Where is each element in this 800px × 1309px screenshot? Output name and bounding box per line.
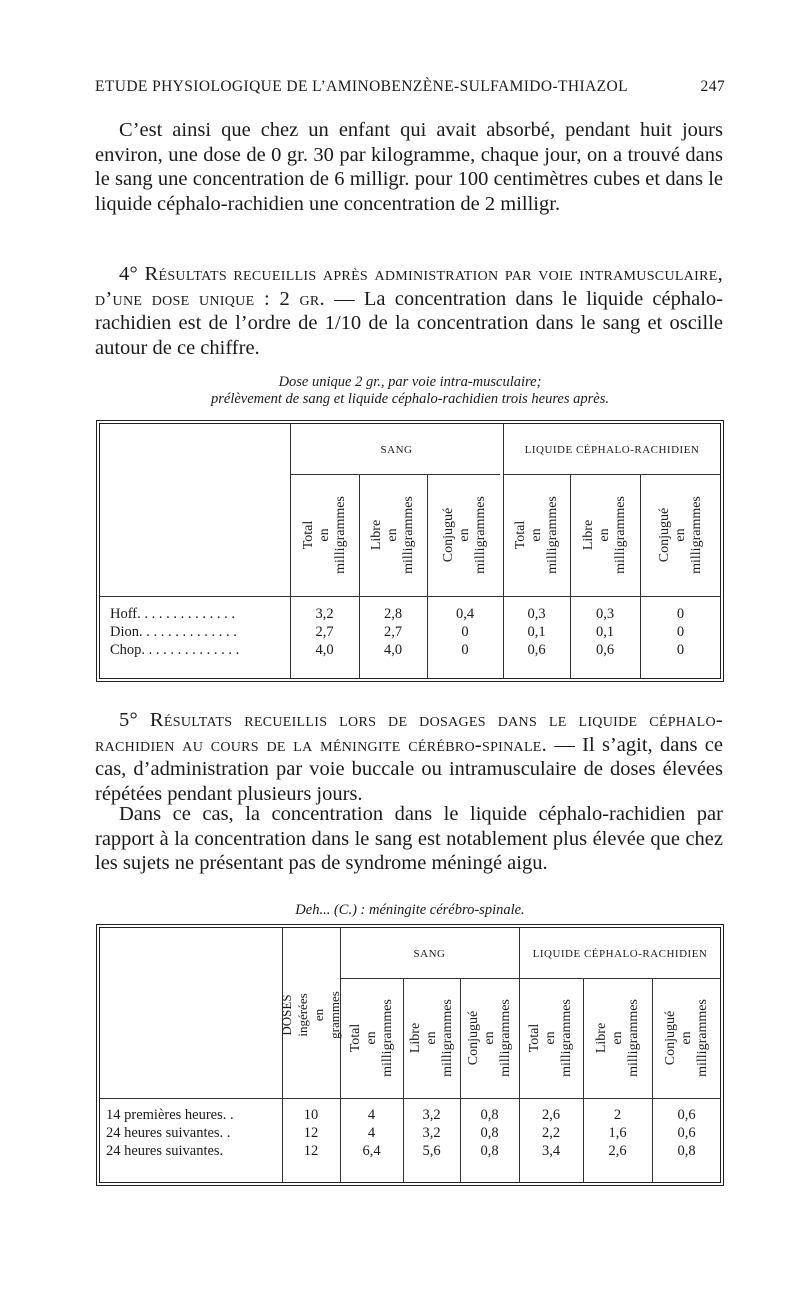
table-row [100, 1142, 721, 1160]
table-cell: 1,6 [608, 1125, 627, 1141]
table-row [100, 1106, 721, 1124]
table-2-col-header: Libre en milligrammes [593, 999, 641, 1077]
table-cell: 0,8 [480, 1143, 499, 1159]
table-cell: 4,0 [383, 642, 403, 658]
table-cell: 2 [613, 1107, 622, 1123]
table-1-group-liquide: LIQUIDE CÉPHALO-RACHIDIEN [524, 444, 700, 456]
table-cell: 0 [676, 624, 685, 640]
section-4 [95, 262, 723, 360]
table-1-caption [95, 374, 725, 408]
table-cell: 0,6 [677, 1125, 696, 1141]
table-cell: 4 [367, 1107, 376, 1123]
section-4-text: — La concentration dans le liquide céphalo-rachidien est de l’ordre de 1/10 de la concentration dans le sang et oscille autour de ce chiffre. [95, 287, 724, 359]
table-cell: 0 [461, 642, 469, 658]
table-cell: 0,6 [527, 642, 546, 658]
table-2 [96, 924, 724, 1186]
table-cell: 0,4 [455, 606, 475, 622]
table-cell: 2,6 [541, 1107, 561, 1123]
table-row [100, 623, 721, 641]
table-1-col-header: Libre en milligrammes [369, 496, 417, 574]
table-2-caption: Deh... (C.) : méningite cérébro-spinale. [295, 902, 525, 918]
table-cell: 2,7 [315, 624, 334, 640]
table-cell: 2,8 [383, 606, 403, 622]
table-cell: 4 [367, 1125, 376, 1141]
section-5-text: — Il s’agit, dans ce cas, d’administration par voie buccale ou intramusculaire de doses élevées répétées pendant plusieurs jours. [95, 733, 724, 805]
paragraph-intro: C’est ainsi que chez un enfant qui avait absorbé, pendant huit jours environ, une dose de 0 gr. 30 par kilogramme, chaque jour, on a trouvé dans le sang une concentration de 6 milligr. pour 100 centimètres cubes et dans le liquide céphalo-rachidien une concentration de 2 milligr. [95, 119, 723, 215]
section-4-heading: 4° Résultats recueillis après administration par voie intramusculaire, d’une dose unique : 2 gr. [95, 263, 723, 310]
table-cell: 0,6 [677, 1107, 696, 1123]
table-cell: 0,3 [527, 606, 546, 622]
running-title: ETUDE PHYSIOLOGIQUE DE L’AMINOBENZÈNE-SULFAMIDO-THIAZOL [95, 78, 629, 95]
table-1-col-header: Total en milligrammes [300, 496, 348, 574]
table-cell: 10 [303, 1107, 319, 1123]
table-cell: 2,2 [541, 1125, 561, 1141]
table-cell: 12 [303, 1143, 319, 1159]
table-cell: 3,2 [315, 606, 334, 622]
table-1 [96, 420, 724, 682]
table-1-col-header: Total en milligrammes [512, 496, 560, 574]
table-cell: 3,2 [422, 1125, 441, 1141]
table-cell: 3,2 [422, 1107, 441, 1123]
table-cell: 0,3 [595, 606, 615, 622]
running-header [95, 78, 725, 96]
row-label: Chop. . . . . . . . . . . . . . [110, 642, 240, 658]
table-2-col-header: Total en milligrammes [527, 999, 575, 1077]
table-cell: 0,6 [595, 642, 615, 658]
table-2-dose-header: DOSES ingérées en grammes [279, 991, 342, 1039]
table-cell: 0,8 [677, 1143, 696, 1159]
section-5-heading: 5° Résultats recueillis lors de dosages dans le liquide céphalo-rachidien au cours de la méningite cérébro-spinale. [95, 709, 723, 756]
table-cell: 5,6 [422, 1143, 441, 1159]
table-2-group-liquide: LIQUIDE CÉPHALO-RACHIDIEN [532, 948, 708, 960]
table-2-col-header: Libre en milligrammes [407, 999, 455, 1077]
row-label: 24 heures suivantes. [106, 1143, 224, 1159]
table-cell: 0,1 [527, 624, 546, 640]
table-cell: 0,8 [480, 1125, 499, 1141]
table-2-col-header: Total en milligrammes [347, 999, 395, 1077]
table-cell: 2,7 [383, 624, 403, 640]
table-cell: 0 [676, 606, 685, 622]
row-label: 14 premières heures. . [106, 1107, 234, 1123]
table-1-caption-line-1: Dose unique 2 gr., par voie intra-musculaire; [278, 374, 542, 390]
table-row [100, 641, 721, 659]
row-label: Hoff. . . . . . . . . . . . . . [110, 606, 235, 622]
table-1-caption-line-2: prélèvement de sang et liquide céphalo-rachidien trois heures après. [211, 391, 609, 407]
table-1-group-sang: SANG [380, 444, 413, 456]
table-cell: 4,0 [315, 642, 334, 658]
row-label: Dion. . . . . . . . . . . . . . [110, 624, 237, 640]
table-1-col-header: Conjugué en milligrammes [441, 496, 489, 574]
table-1-col-header: Conjugué en milligrammes [656, 496, 704, 574]
table-cell: 0,8 [480, 1107, 499, 1123]
table-cell: 6,4 [362, 1143, 381, 1159]
table-row [100, 1124, 721, 1142]
section-5 [95, 708, 723, 806]
table-cell: 0 [676, 642, 685, 658]
table-cell: 0 [461, 624, 469, 640]
page-number: 247 [700, 78, 725, 95]
table-cell: 3,4 [541, 1143, 561, 1159]
table-2-group-sang: SANG [413, 948, 446, 960]
section-5-paragraph: Dans ce cas, la concentration dans le liquide céphalo-rachidien par rapport à la concentration dans le sang est notablement plus élevée que chez les sujets ne présentant pas de syndrome méningé aigu. [95, 803, 723, 875]
table-2-col-header: Conjugué en milligrammes [662, 999, 710, 1077]
table-cell: 2,6 [608, 1143, 627, 1159]
table-cell: 0,1 [595, 624, 615, 640]
table-1-col-header: Libre en milligrammes [581, 496, 629, 574]
table-row [100, 605, 721, 623]
row-label: 24 heures suivantes. . [106, 1125, 231, 1141]
table-2-col-header: Conjugué en milligrammes [465, 999, 513, 1077]
table-cell: 12 [303, 1125, 319, 1141]
